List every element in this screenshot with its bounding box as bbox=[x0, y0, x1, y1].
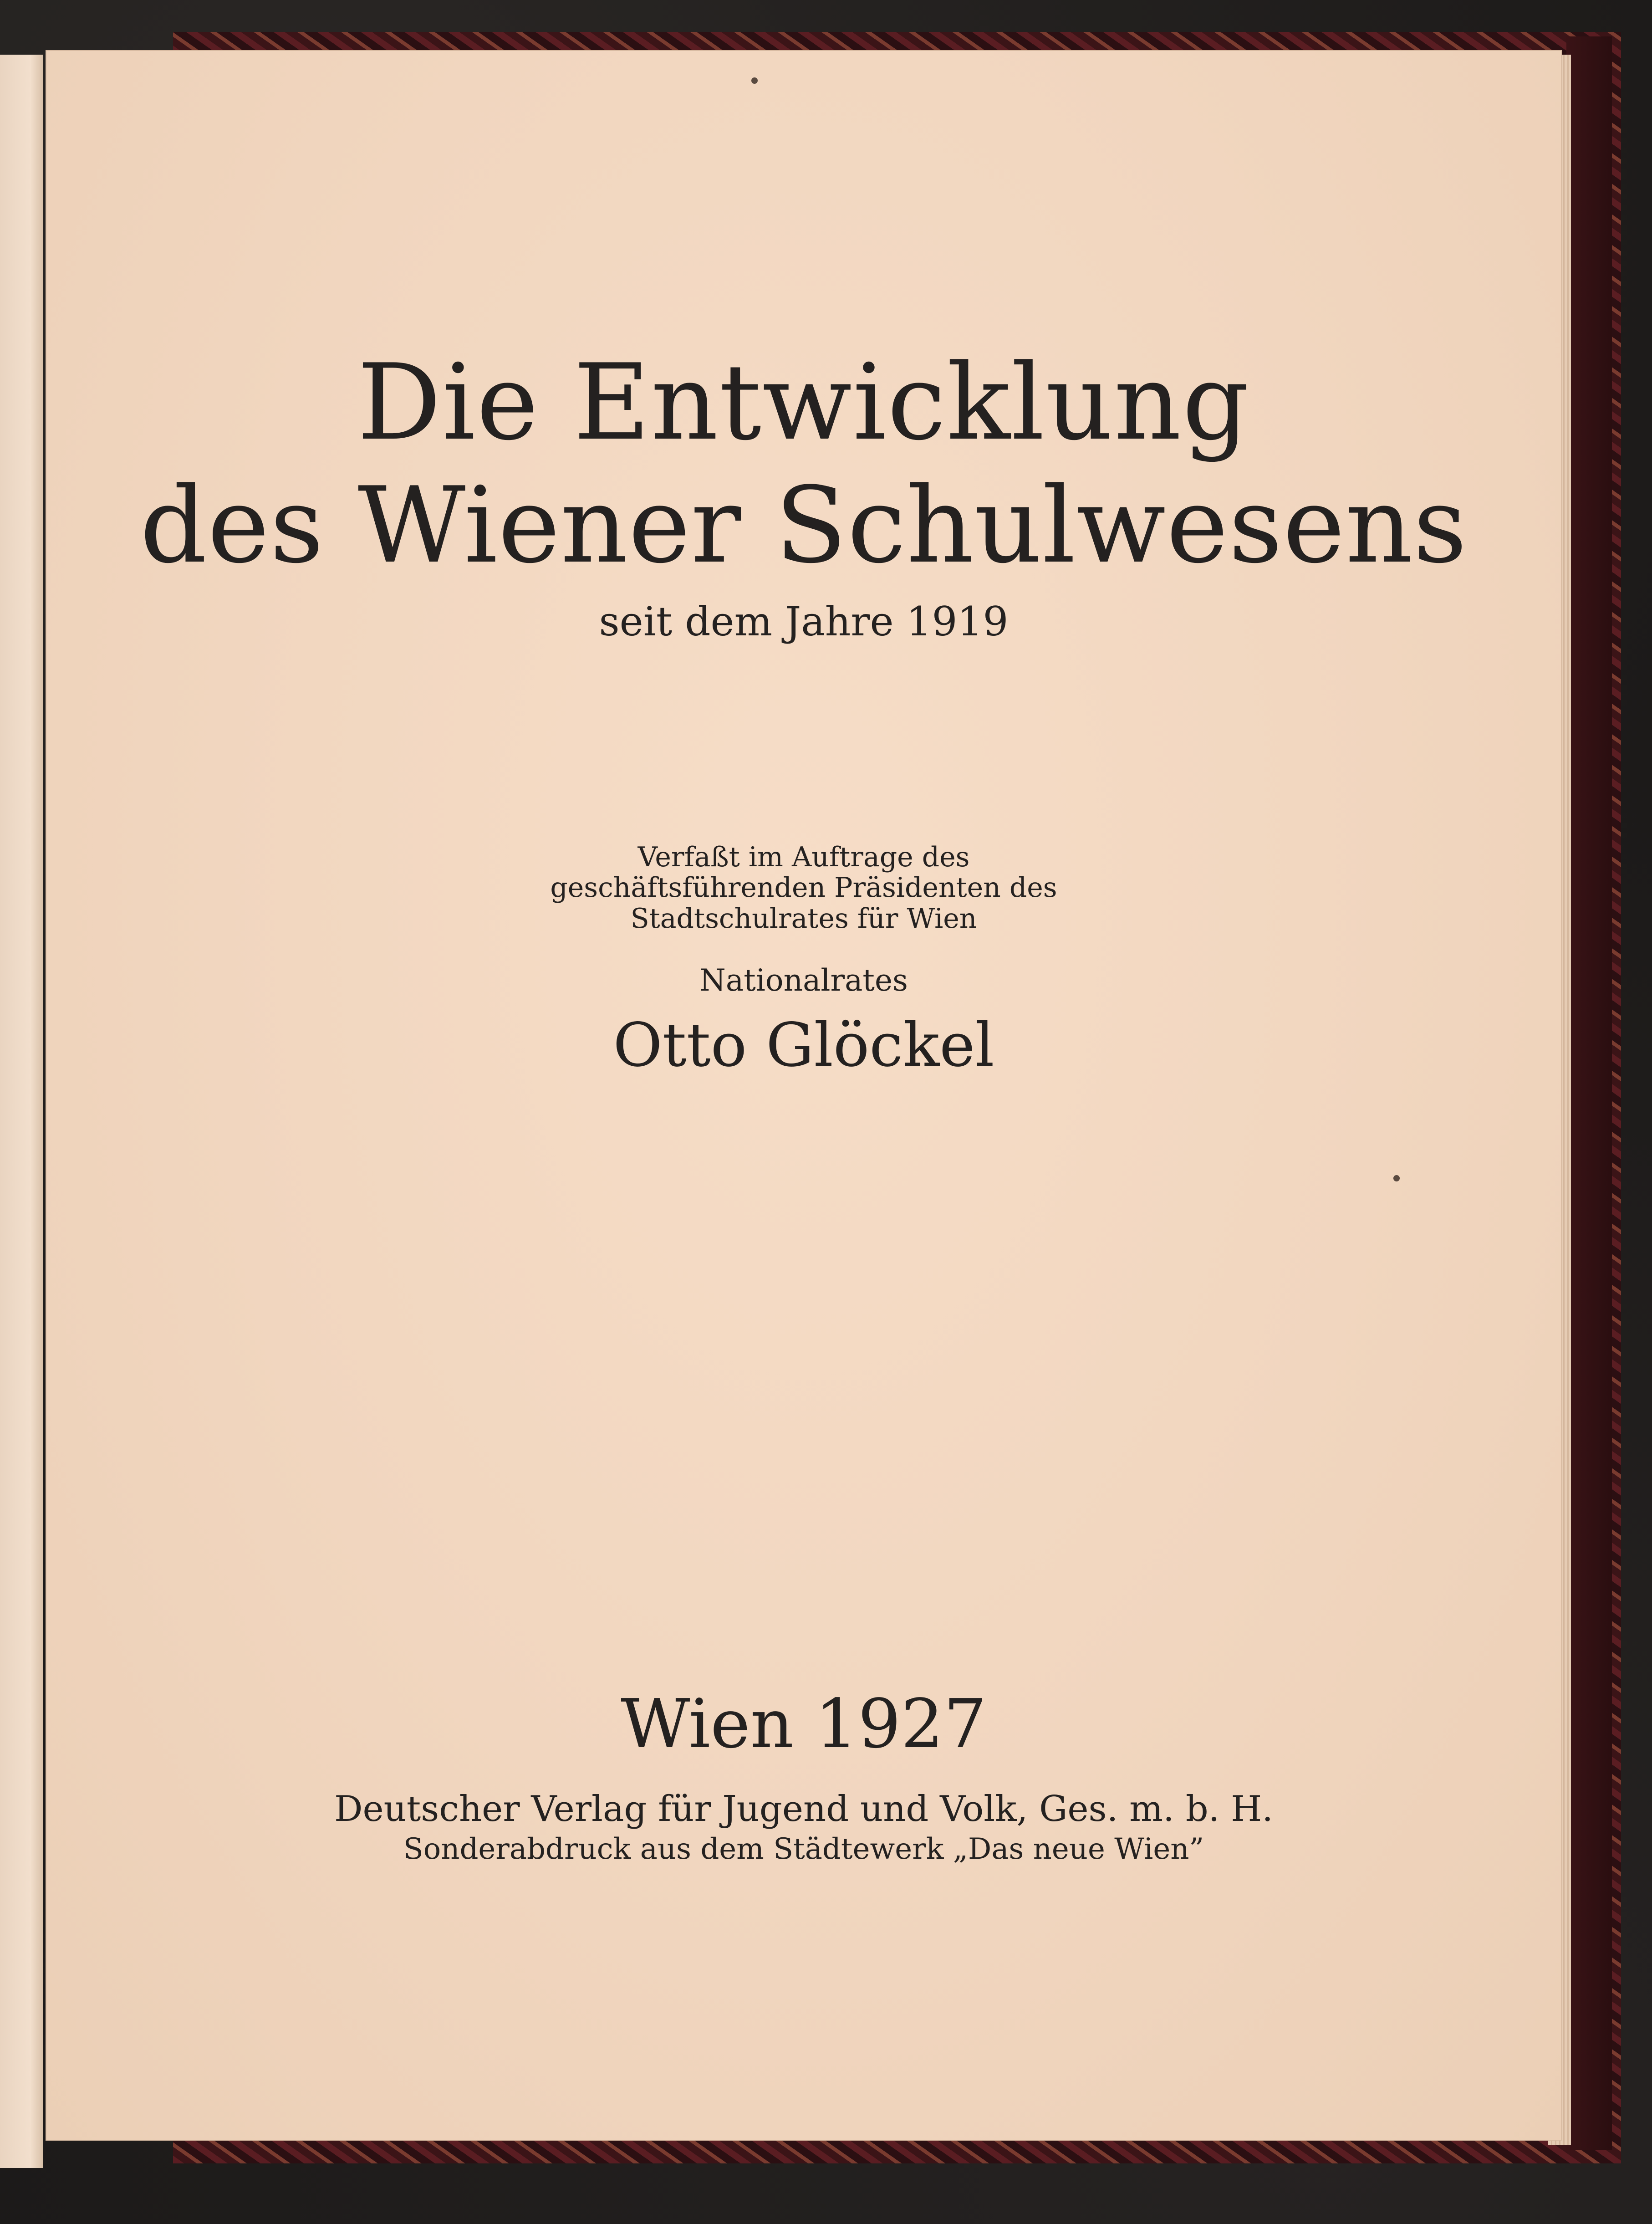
publisher: Deutscher Verlag für Jugend und Volk, Ges. m. b. H. bbox=[334, 1789, 1274, 1830]
paper-speck bbox=[1393, 1175, 1400, 1181]
title-line-1: Die Entwicklung bbox=[357, 342, 1250, 464]
place-and-year: Wien 1927 bbox=[621, 1685, 987, 1763]
imprint-note: Sonderabdruck aus dem Städtewerk „Das neue Wien” bbox=[403, 1832, 1204, 1866]
commission-line-1: Verfaßt im Auftrage des bbox=[637, 841, 970, 873]
title-line-2: des Wiener Schulwesens bbox=[140, 465, 1468, 587]
subtitle: seit dem Jahre 1919 bbox=[599, 598, 1009, 645]
commission-line-2: geschäftsführenden Präsidenten des bbox=[550, 872, 1057, 904]
author-name: Otto Glöckel bbox=[613, 1010, 994, 1080]
cover-board-edge bbox=[1566, 36, 1612, 2150]
previous-leaf-edge bbox=[0, 55, 43, 2168]
author-rank: Nationalrates bbox=[699, 963, 908, 998]
paper-speck bbox=[751, 77, 758, 84]
commission-line-3: Stadtschulrates für Wien bbox=[630, 903, 977, 935]
